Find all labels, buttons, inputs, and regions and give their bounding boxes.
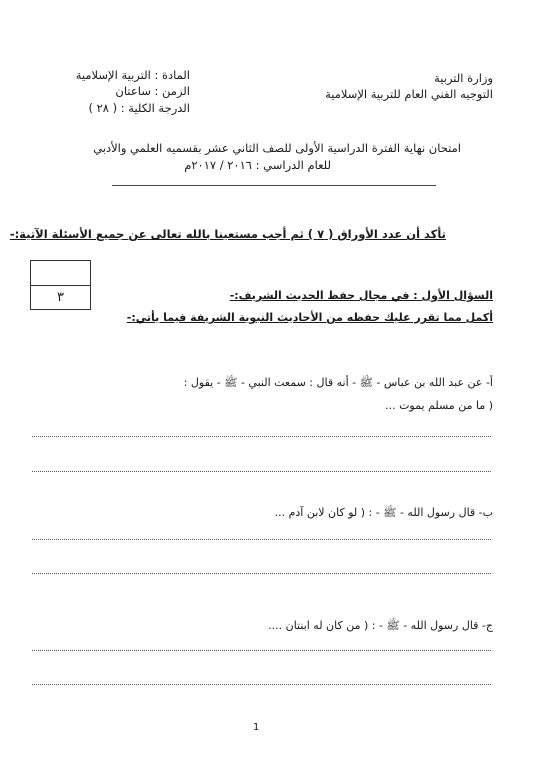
instructions: تأكد أن عدد الأوراق ( ٧ ) ثم أجب مستعينا بالله تعالى عن جميع الأسئلة الآتية:- — [9, 227, 446, 241]
score-box — [30, 260, 91, 310]
title-underline — [112, 185, 436, 186]
score-box-blank — [31, 261, 90, 286]
page-number: 1 — [253, 722, 260, 733]
question-prompt: أكمل مما تقرر عليك حفظه من الأحاديث النبوية الشريفة فيما يأتي:- — [126, 311, 493, 324]
exam-title: امتحان نهاية الفترة الدراسية الأولى للصف الثاني عشر بقسميه العلمي والأدبي — [93, 141, 461, 155]
directorate-name: التوجيه الفني العام للتربية الإسلامية — [325, 87, 493, 101]
total-marks-label: الدرجة الكلية : ( ٢٨ ) — [88, 101, 190, 115]
answer-line — [32, 650, 491, 651]
answer-line — [32, 471, 491, 472]
question-score: ٣ — [57, 290, 64, 305]
duration-label: الزمن : ساعتان — [115, 84, 190, 98]
item-b-text: ب- قال رسول الله - ﷺ - : ( لو كان لابن آدم ... — [274, 506, 493, 519]
academic-year: للعام الدراسي : ٢٠١٦ / ٢٠١٧م — [184, 158, 331, 172]
answer-line — [32, 539, 491, 540]
subject-label: المادة : التربية الإسلامية — [75, 68, 190, 82]
item-a-text: ( ما من مسلم يموت ... — [385, 399, 493, 412]
answer-line — [32, 573, 491, 574]
answer-line — [32, 436, 491, 437]
ministry-name: وزارة التربية — [434, 71, 493, 85]
item-a-intro: أ- عن عبد الله بن عباس - ﷺ - أنه قال : سمعت النبي - ﷺ - يقول : — [183, 376, 493, 389]
item-c-text: ج- قال رسول الله - ﷺ - : ( من كان له ابنتان .... — [268, 619, 493, 632]
answer-line — [32, 684, 491, 685]
question-title: السؤال الأول : في مجال حفظ الحديث الشريف:- — [229, 289, 493, 302]
